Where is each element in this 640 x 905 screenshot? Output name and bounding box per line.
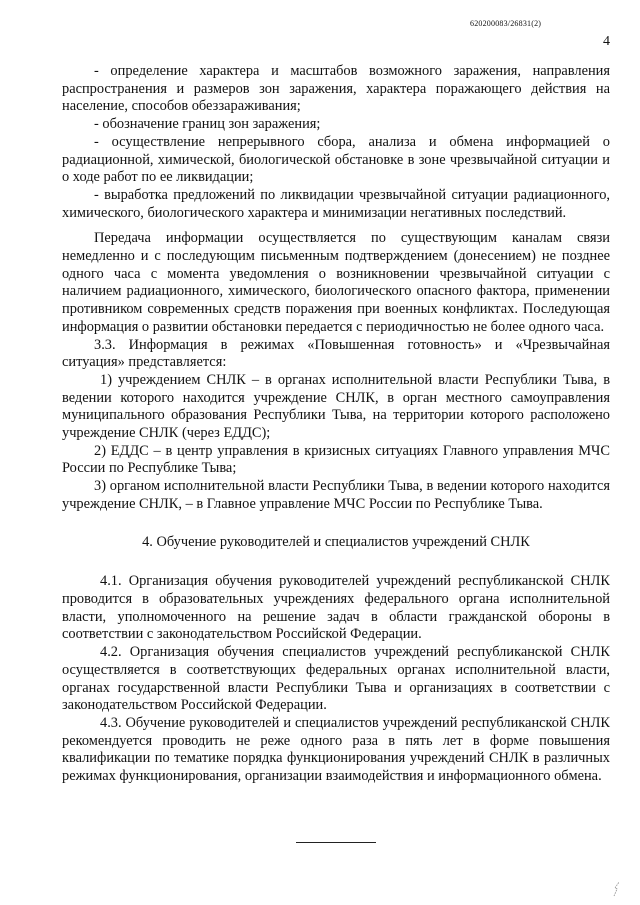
list-item: 3) органом исполнительной власти Республики Тыва, в ведении которого находится учреждение СНЛК, – в Главное управление МЧС России по Республике Тыва. <box>62 478 610 512</box>
paragraph: - обозначение границ зон заражения; <box>94 116 321 133</box>
end-rule <box>296 842 376 843</box>
page-number: 4 <box>603 34 610 49</box>
paragraph: - осуществление непрерывного сбора, анализа и обмена информацией о радиационной, химической, биологической обстановке в зоне чрезвычайной ситуации и о ходе работ по ее ликвидации; <box>62 133 610 186</box>
paragraph: 4.3. Обучение руководителей и специалистов учреждений республиканской СНЛК рекомендуется проводить не реже одного раза в пять лет в форме повышения квалификации по тематике порядка функционирования учреждений СНЛК в различных режимах функционирования, организации взаимодействия и информационного обмена. <box>62 714 610 785</box>
paragraph: 4.2. Организация обучения специалистов учреждений республиканской СНЛК осуществляется в соответствующих федеральных органах исполнительной власти, органах государственной власти Республики Тыва и организациях в соответствии с законодательством Российской Федерации. <box>62 644 610 714</box>
paragraph: 3.3. Информация в режимах «Повышенная готовность» и «Чрезвычайная ситуация» представляется: <box>62 336 610 371</box>
document-body <box>62 63 610 786</box>
paragraph: - выработка предложений по ликвидации чрезвычайной ситуации радиационного, химического, биологического характера и минимизации негативных последствий. <box>62 186 610 221</box>
list-item: 2) ЕДДС – в центр управления в кризисных ситуациях Главного управления МЧС России по Республике Тыва; <box>62 442 610 477</box>
section-heading: 4. Обучение руководителей и специалистов учреждений СНЛК <box>142 533 530 550</box>
paragraph: 4.1. Организация обучения руководителей учреждений республиканской СНЛК проводится в образовательных учреждениях федерального органа исполнительной власти, уполномоченного на решение задач в области гражданской обороны в соответствии с законодательством Российской Федерации. <box>62 573 610 643</box>
paragraph: Передача информации осуществляется по существующим каналам связи немедленно и с последующим письменным подтверждением (донесением) не позднее одного часа с момента уведомления о возникновении чрезвычайной ситуации с наличием радиационного, химического, биологического опасного фактора, применении противником современных средств поражения при военных конфликтах. Последующая информация о развитии обстановки передается с периодичностью не более одного часа. <box>62 230 610 335</box>
paragraph: - определение характера и масштабов возможного заражения, направления распространения и размеров зон заражения, характера поражающего действия на население, способов обеззараживания; <box>62 63 610 115</box>
document-id: 620200083/26831(2) <box>470 19 542 28</box>
scan-mark-icon <box>612 880 622 898</box>
list-item: 1) учреждением СНЛК – в органах исполнительной власти Республики Тыва, в ведении которого находится учреждение СНЛК, в орган местного самоуправления муниципального образования Республики Тыва, на территории которого расположено учреждение СНЛК (через ЕДДС); <box>62 371 610 442</box>
